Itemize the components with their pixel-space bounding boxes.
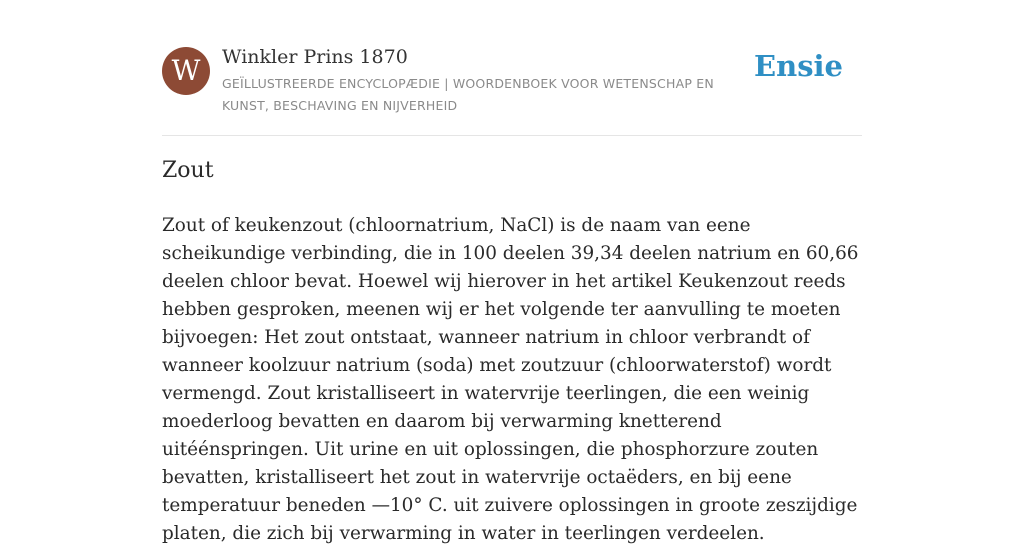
ensie-logo[interactable]: Ensie bbox=[754, 49, 843, 83]
source-subtitle: GEÏLLUSTREERDE ENCYCLOPÆDIE | WOORDENBOEK VOOR WETENSCHAP EN KUNST, BESCHAVING EN NIJVERHEID bbox=[222, 76, 714, 113]
source-title[interactable]: Winkler Prins 1870 bbox=[222, 46, 408, 68]
article-body: Zout of keukenzout (chloornatrium, NaCl) is de naam van eene scheikundige verbinding, die in 100 deelen 39,34 deelen natrium en 60,66 deelen chloor bevat. Hoewel wij hierover in het artikel Keukenzout reeds hebben gesproken, meenen wij er het volgende ter aanvulling te moeten bijvoegen: Het zout ontstaat, wanneer natrium in chloor verbrandt of wanneer koolzuur natrium (soda) met zoutzuur (chloorwaterstof) wordt vermengd. Zout kristalliseert in watervrije teerlingen, die een weinig moederloog bevatten en daarom bij verwarming knetterend uitéénspringen. Uit urine en uit oplossingen, die phosphorzure zouten bevatten, kristalliseert het zout in watervrije octaëders, en bij eene temperatuur beneden —10° C. uit zuivere oplossingen in groote zeszijdige platen, die zich bij verwarming in water in teerlingen verdeelen. bbox=[162, 215, 859, 544]
article-title: Zout bbox=[162, 158, 214, 183]
source-avatar[interactable]: W bbox=[162, 47, 210, 95]
header-divider bbox=[162, 135, 862, 136]
source-header bbox=[162, 44, 862, 116]
